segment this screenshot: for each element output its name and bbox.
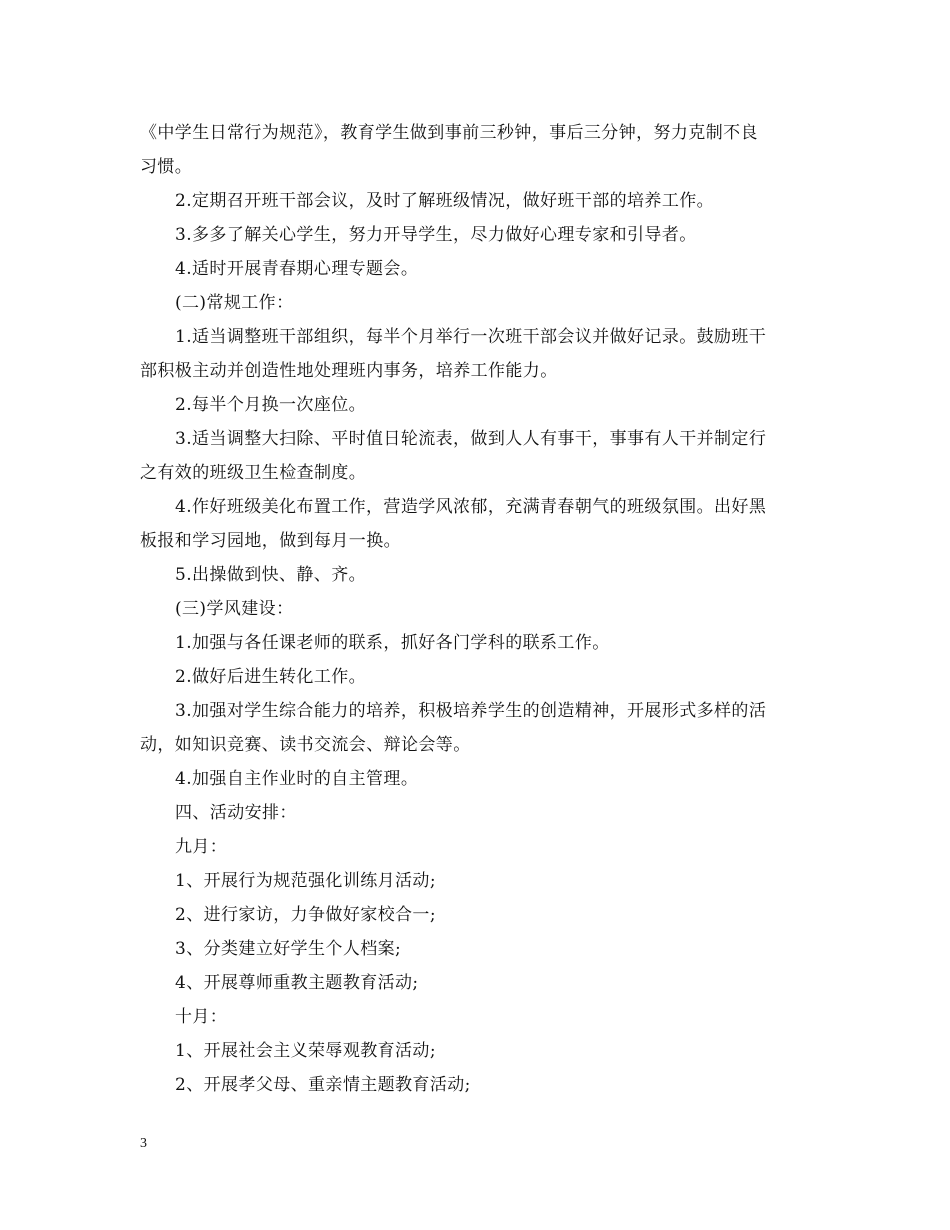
text-line: 习惯。 bbox=[140, 157, 193, 177]
text-line: 4.适时开展青春期心理专题会。 bbox=[175, 259, 419, 279]
text-line: 1、开展社会主义荣辱观教育活动; bbox=[175, 1041, 436, 1061]
text-line: 3.加强对学生综合能力的培养，积极培养学生的创造精神，开展形式多样的活 bbox=[175, 701, 767, 721]
text-line: 四、活动安排： bbox=[175, 803, 297, 823]
text-line: (三)学风建设： bbox=[175, 599, 294, 619]
text-line: 板报和学习园地，做到每月一换。 bbox=[140, 531, 401, 551]
text-line: 5.出操做到快、静、齐。 bbox=[175, 565, 367, 585]
text-line: 之有效的班级卫生检查制度。 bbox=[140, 463, 367, 483]
text-line: 2.定期召开班干部会议，及时了解班级情况，做好班干部的培养工作。 bbox=[175, 191, 715, 211]
text-line: (二)常规工作： bbox=[175, 293, 294, 313]
text-line: 1.适当调整班干部组织，每半个月举行一次班干部会议并做好记录。鼓励班干 bbox=[175, 327, 767, 347]
text-line: 动，如知识竞赛、读书交流会、辩论会等。 bbox=[140, 735, 471, 755]
text-line: 九月： bbox=[175, 837, 228, 857]
text-line: 2.每半个月换一次座位。 bbox=[175, 395, 367, 415]
text-line: 4.作好班级美化布置工作，营造学风浓郁，充满青春朝气的班级氛围。出好黑 bbox=[175, 497, 767, 517]
text-line: 十月： bbox=[175, 1007, 228, 1027]
text-line: 4、开展尊师重教主题教育活动; bbox=[175, 973, 419, 993]
text-line: 《中学生日常行为规范》，教育学生做到事前三秒钟，事后三分钟，努力克制不良 bbox=[140, 123, 758, 143]
text-line: 3、分类建立好学生个人档案; bbox=[175, 939, 402, 959]
body-text bbox=[140, 116, 812, 1102]
text-line: 3.多多了解关心学生，努力开导学生，尽力做好心理专家和引导者。 bbox=[175, 225, 697, 245]
text-line: 2.做好后进生转化工作。 bbox=[175, 667, 367, 687]
text-line: 部积极主动并创造性地处理班内事务，培养工作能力。 bbox=[140, 361, 558, 381]
text-line: 3.适当调整大扫除、平时值日轮流表，做到人人有事干，事事有人干并制定行 bbox=[175, 429, 767, 449]
text-line: 2、进行家访，力争做好家校合一; bbox=[175, 905, 436, 925]
text-line: 1、开展行为规范强化训练月活动; bbox=[175, 871, 436, 891]
text-line: 2、开展孝父母、重亲情主题教育活动; bbox=[175, 1075, 471, 1095]
text-line: 4.加强自主作业时的自主管理。 bbox=[175, 769, 419, 789]
text-line: 1.加强与各任课老师的联系，抓好各门学科的联系工作。 bbox=[175, 633, 610, 653]
page-number: 3 bbox=[140, 1136, 147, 1151]
